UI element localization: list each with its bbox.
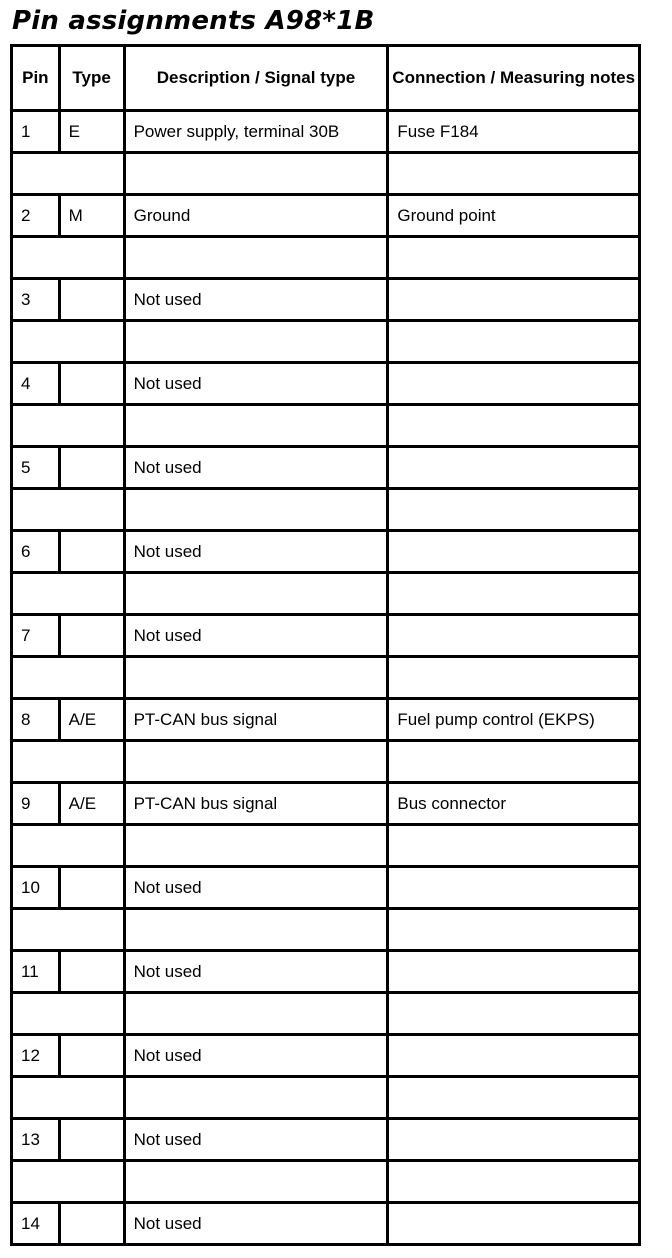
spacer-cell: [13, 994, 126, 1036]
spacer-cell: [126, 1162, 390, 1204]
spacer-cell: [389, 406, 641, 448]
spacer-cell: [13, 322, 126, 364]
spacer-row: [13, 238, 641, 280]
page-title: Pin assignments A98*1B: [12, 6, 375, 36]
spacer-cell: [13, 1078, 126, 1120]
table-row: [13, 952, 641, 994]
cell-description: Not used: [126, 448, 390, 490]
cell-description: Not used: [126, 1120, 390, 1162]
spacer-cell: [389, 826, 641, 868]
spacer-cell: [126, 658, 390, 700]
pin-assignment-table: [10, 44, 641, 1246]
spacer-cell: [389, 574, 641, 616]
spacer-cell: [389, 910, 641, 952]
cell-type: A/E: [61, 700, 126, 742]
spacer-row: [13, 574, 641, 616]
cell-pin: 6: [13, 532, 61, 574]
spacer-cell: [389, 238, 641, 280]
table-row: [13, 532, 641, 574]
cell-connection: [389, 448, 641, 490]
cell-pin: 4: [13, 364, 61, 406]
cell-description: Not used: [126, 952, 390, 994]
spacer-cell: [389, 1078, 641, 1120]
cell-pin: 12: [13, 1036, 61, 1078]
cell-connection: [389, 280, 641, 322]
cell-connection: [389, 1204, 641, 1246]
spacer-cell: [389, 490, 641, 532]
cell-type: [61, 868, 126, 910]
table-row: [13, 1036, 641, 1078]
spacer-cell: [126, 406, 390, 448]
cell-connection: [389, 1120, 641, 1162]
cell-type: [61, 952, 126, 994]
spacer-row: [13, 994, 641, 1036]
cell-connection: [389, 616, 641, 658]
table-row: [13, 280, 641, 322]
spacer-cell: [13, 826, 126, 868]
spacer-row: [13, 406, 641, 448]
cell-pin: 2: [13, 196, 61, 238]
cell-connection: Fuse F184: [389, 112, 641, 154]
cell-pin: 5: [13, 448, 61, 490]
cell-type: [61, 280, 126, 322]
cell-pin: 3: [13, 280, 61, 322]
cell-pin: 11: [13, 952, 61, 994]
spacer-cell: [13, 1162, 126, 1204]
spacer-row: [13, 826, 641, 868]
header-pin: Pin: [13, 47, 61, 112]
spacer-cell: [126, 238, 390, 280]
spacer-cell: [126, 910, 390, 952]
cell-connection: [389, 1036, 641, 1078]
spacer-cell: [126, 154, 390, 196]
cell-connection: Bus connector: [389, 784, 641, 826]
cell-type: [61, 448, 126, 490]
cell-description: Not used: [126, 868, 390, 910]
spacer-row: [13, 490, 641, 532]
cell-connection: [389, 952, 641, 994]
spacer-cell: [13, 490, 126, 532]
spacer-cell: [126, 574, 390, 616]
spacer-cell: [126, 322, 390, 364]
cell-description: PT-CAN bus signal: [126, 784, 390, 826]
cell-type: [61, 1204, 126, 1246]
spacer-row: [13, 322, 641, 364]
spacer-cell: [389, 994, 641, 1036]
table-row: [13, 1120, 641, 1162]
cell-type: M: [61, 196, 126, 238]
cell-description: Ground: [126, 196, 390, 238]
cell-type: [61, 616, 126, 658]
spacer-cell: [389, 742, 641, 784]
table-row: [13, 364, 641, 406]
spacer-row: [13, 910, 641, 952]
spacer-cell: [13, 406, 126, 448]
cell-connection: Fuel pump control (EKPS): [389, 700, 641, 742]
spacer-cell: [389, 322, 641, 364]
spacer-cell: [13, 238, 126, 280]
spacer-row: [13, 1078, 641, 1120]
cell-type: A/E: [61, 784, 126, 826]
table-row: [13, 196, 641, 238]
spacer-cell: [126, 826, 390, 868]
spacer-cell: [13, 154, 126, 196]
spacer-cell: [126, 490, 390, 532]
spacer-cell: [13, 910, 126, 952]
cell-connection: [389, 364, 641, 406]
header-type: Type: [61, 47, 126, 112]
cell-pin: 1: [13, 112, 61, 154]
table-header-row: [13, 47, 641, 112]
cell-pin: 13: [13, 1120, 61, 1162]
cell-type: E: [61, 112, 126, 154]
cell-description: Power supply, terminal 30B: [126, 112, 390, 154]
cell-type: [61, 1120, 126, 1162]
spacer-row: [13, 154, 641, 196]
cell-connection: [389, 868, 641, 910]
cell-description: Not used: [126, 616, 390, 658]
cell-pin: 8: [13, 700, 61, 742]
cell-type: [61, 1036, 126, 1078]
table-row: [13, 784, 641, 826]
table-row: [13, 616, 641, 658]
spacer-row: [13, 658, 641, 700]
cell-pin: 9: [13, 784, 61, 826]
cell-description: Not used: [126, 364, 390, 406]
cell-type: [61, 532, 126, 574]
table-row: [13, 448, 641, 490]
cell-pin: 10: [13, 868, 61, 910]
table-body: [13, 112, 641, 1246]
cell-description: Not used: [126, 532, 390, 574]
cell-pin: 7: [13, 616, 61, 658]
cell-pin: 14: [13, 1204, 61, 1246]
spacer-cell: [389, 658, 641, 700]
header-description: Description / Signal type: [126, 47, 390, 112]
table-row: [13, 868, 641, 910]
cell-connection: [389, 532, 641, 574]
spacer-cell: [126, 1078, 390, 1120]
table-row: [13, 112, 641, 154]
table-row: [13, 1204, 641, 1246]
spacer-cell: [389, 1162, 641, 1204]
spacer-cell: [13, 658, 126, 700]
spacer-cell: [13, 742, 126, 784]
header-connection: Connection / Measuring notes: [389, 47, 641, 112]
spacer-row: [13, 1162, 641, 1204]
spacer-cell: [126, 994, 390, 1036]
cell-description: Not used: [126, 1204, 390, 1246]
cell-type: [61, 364, 126, 406]
cell-description: Not used: [126, 1036, 390, 1078]
cell-description: Not used: [126, 280, 390, 322]
spacer-cell: [126, 742, 390, 784]
spacer-cell: [13, 574, 126, 616]
spacer-row: [13, 742, 641, 784]
table-row: [13, 700, 641, 742]
cell-description: PT-CAN bus signal: [126, 700, 390, 742]
spacer-cell: [389, 154, 641, 196]
cell-connection: Ground point: [389, 196, 641, 238]
